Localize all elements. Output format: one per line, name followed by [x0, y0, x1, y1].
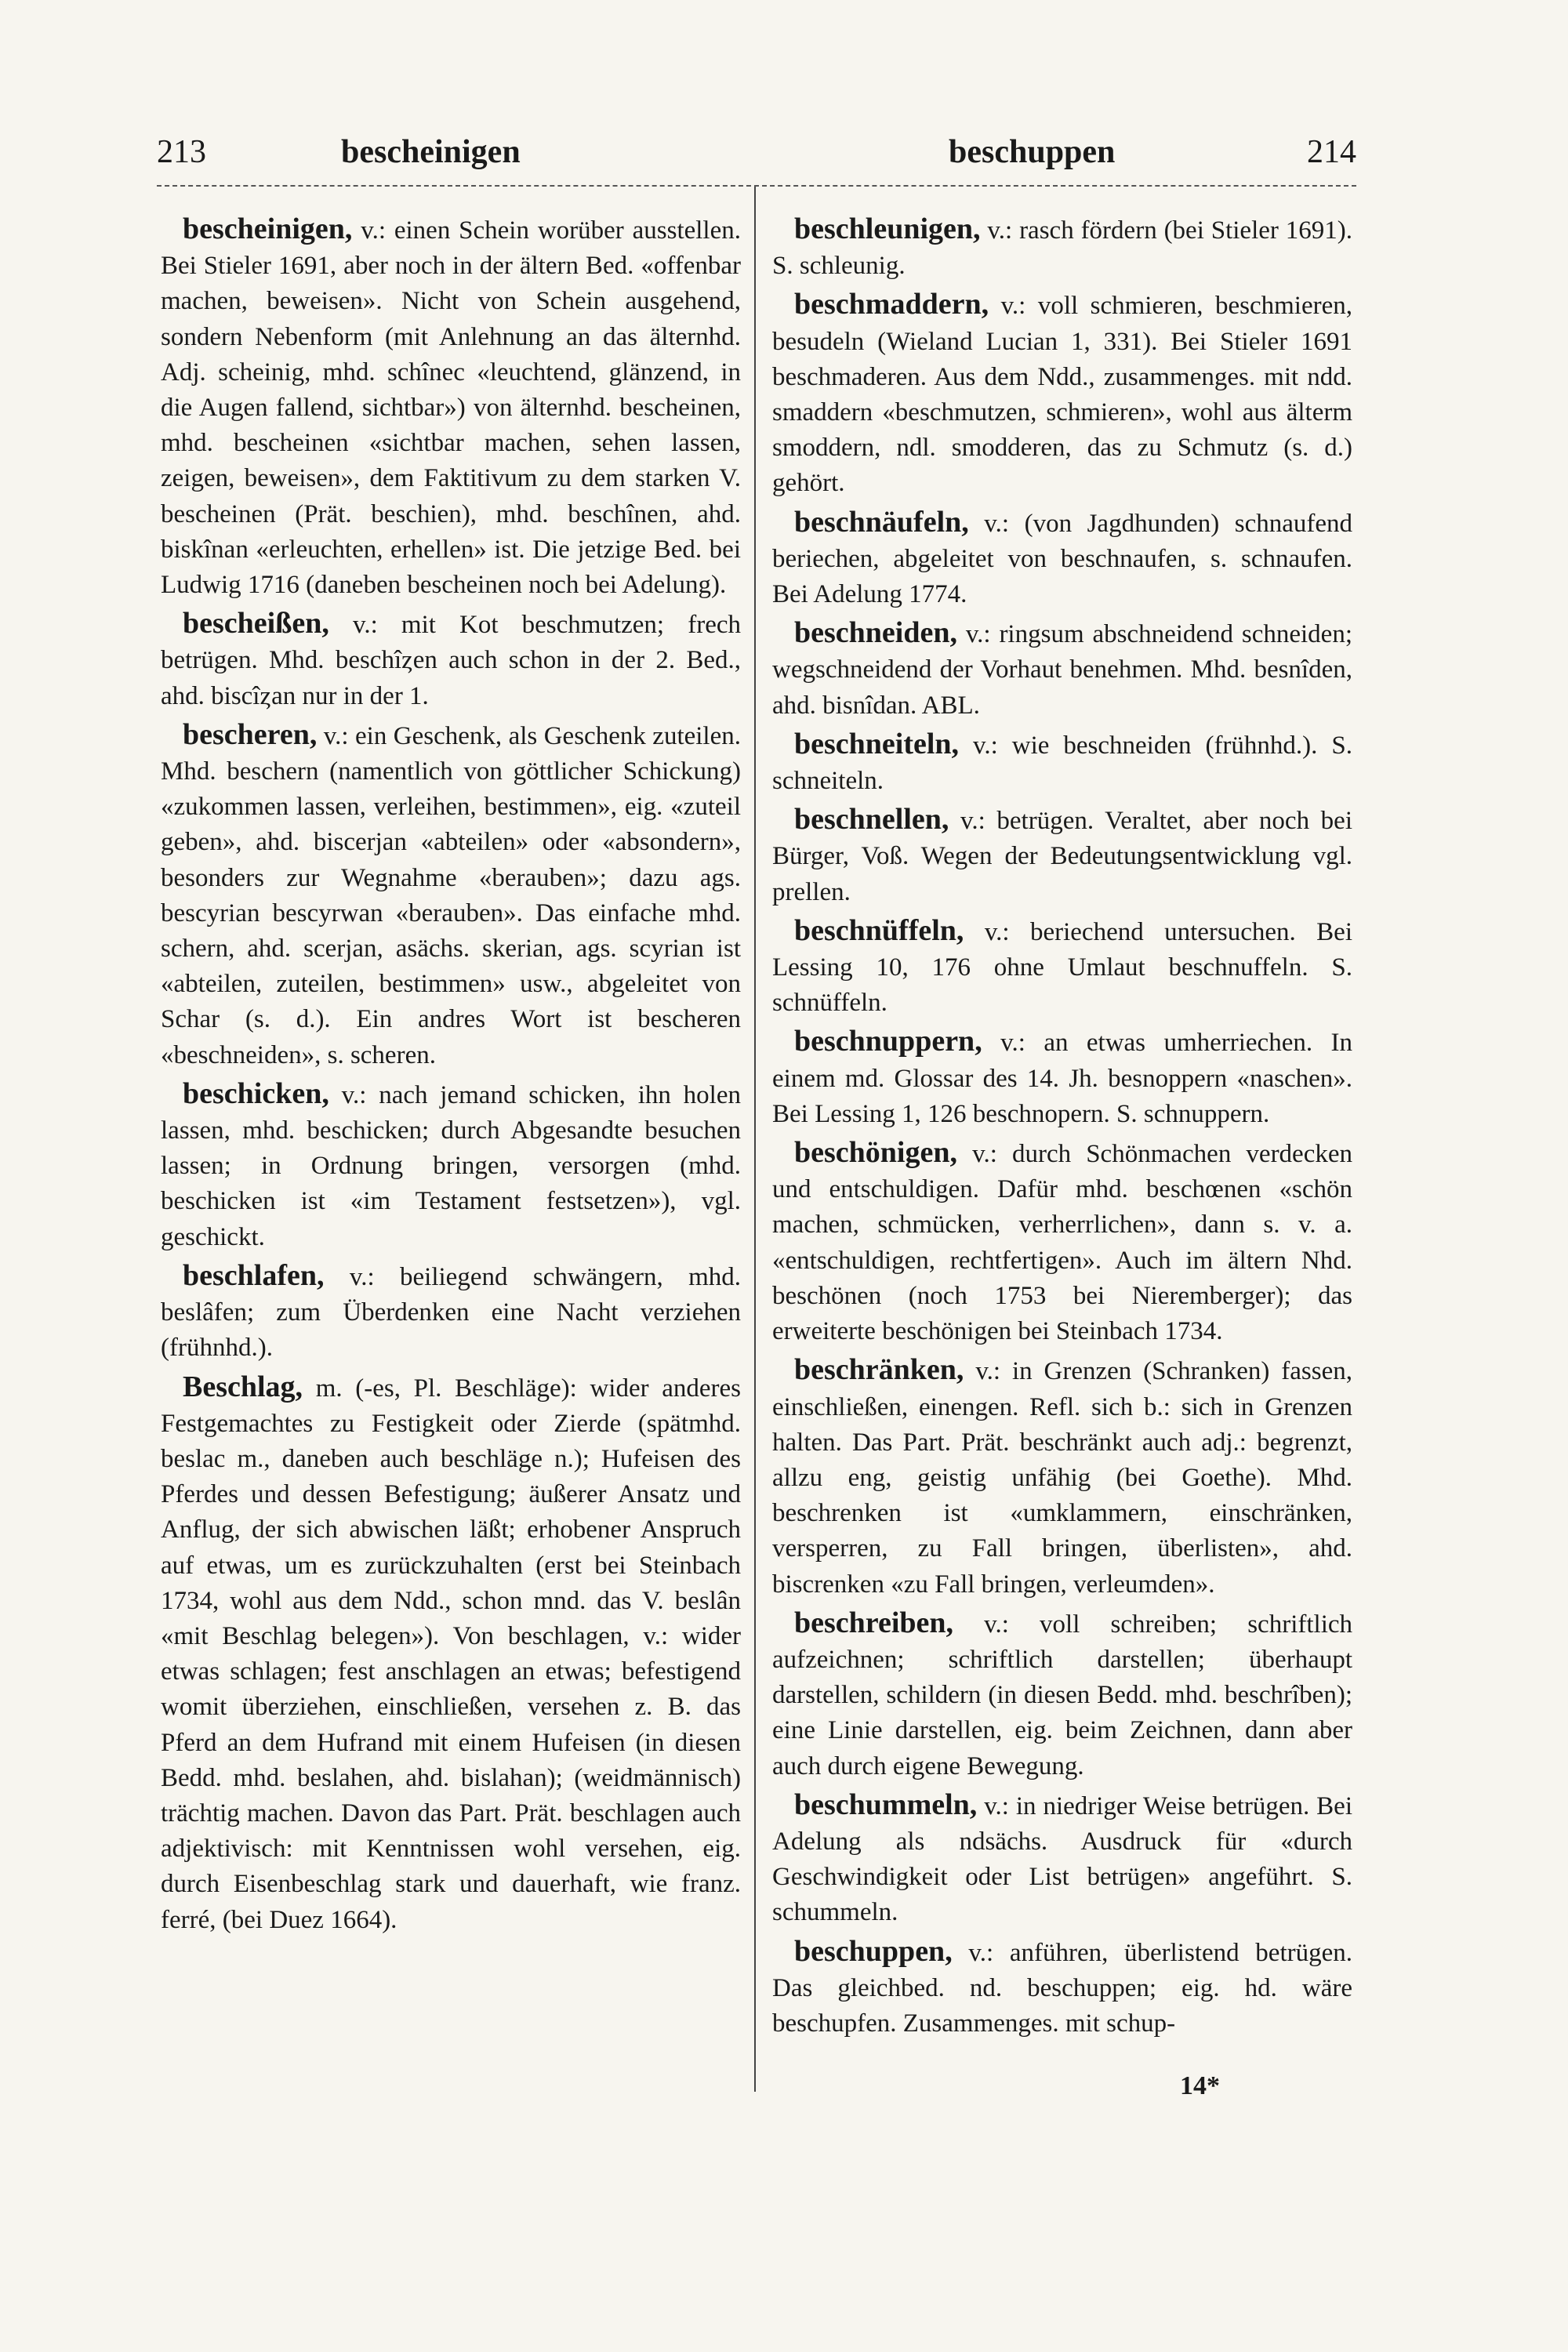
entry-text: v.: nach jemand schicken, ihn holen lassen, mhd. beschicken; durch Abgesandte besuchen lassen; in Ordnung bringen, versorgen (mhd. beschicken ist «im Testament festsetzen»), vgl. geschickt.: [161, 1080, 742, 1251]
entry-text: v.: mit Kot beschmutzen; frech betrügen. Mhd. beschîȥen auch schon in der 2. Bed., ahd. biscîȥan nur in der 1.: [161, 611, 742, 710]
entry-text: v.: einen Schein worüber ausstellen. Bei Stieler 1691, aber noch in der ältern Bed. «offenbar machen, beweisen». Nicht von Schein ausgehend, sondern Nebenform (mit Anlehnung an das älternhd. Adj. scheinig, mhd. schînec «leuchtend, glänzend, in die Augen fallend, sichtbar») von älternhd. bescheinen, mhd. bescheinen «sichtbar machen, sehen lassen, zeigen, beweisen», dem Faktitivum zu dem starken V. bescheinen (Prät. beschien), mhd. beschînen, ahd. biskînan «erleuchten, erhellen» ist. Die jetzige Bed. bei Ludwig 1716 (daneben bescheinen noch bei Adelung).: [161, 216, 741, 600]
entry-text: v.: voll schmieren, beschmieren, besudeln (Wieland Lucian 1, 331). Bei Stieler 1691 beschmaderen. Aus dem Ndd., zusammenges. mit ndd. smaddern «beschmutzen, schmieren», wohl aus älterm smoddern, ndl. smodderen, das zu Schmutz (s. d.) gehört.: [772, 292, 1352, 498]
entry-lemma: beschnüffeln,: [794, 913, 964, 947]
entry-text: v.: an etwas umherriechen. In einem md. Glossar des 14. Jh. besnoppern «naschen». Bei Lessing 1, 126 beschnopern. S. schnuppern.: [772, 1029, 1353, 1128]
column-divider: [754, 187, 756, 2092]
entry-lemma: Beschlag,: [183, 1370, 303, 1403]
entry-text: v.: in niedriger Weise betrügen. Bei Adelung als ndsächs. Ausdruck für «durch Geschwindigkeit oder List betrügen» angeführt. S. schummeln.: [772, 1791, 1353, 1927]
left-column: [161, 212, 741, 1941]
entry-lemma: beschreiben,: [794, 1606, 954, 1639]
dictionary-entry: [772, 287, 1352, 501]
dictionary-entry: [161, 212, 741, 603]
right-column: [772, 212, 1352, 2045]
entry-lemma: beschleunigen,: [794, 212, 981, 245]
entry-lemma: bescheißen,: [183, 607, 329, 641]
dictionary-entry: [772, 615, 1352, 724]
dictionary-entry: [161, 1076, 741, 1255]
dictionary-entry: [772, 212, 1352, 284]
entry-lemma: beschränken,: [794, 1353, 964, 1387]
header-rule: [157, 185, 1356, 187]
signature-mark: 14*: [1180, 2071, 1220, 2100]
running-header: [157, 133, 1356, 180]
entry-text: v.: (von Jagdhunden) schnaufend beriechen, abgeleitet von beschnaufen, s. schnaufen. Bei Adelung 1774.: [772, 509, 1352, 609]
entry-lemma: beschönigen,: [794, 1136, 957, 1170]
dictionary-entry: [161, 717, 741, 1073]
entry-text: v.: ringsum abschneidend schneiden; wegschneidend der Vorhaut benehmen. Mhd. besnîden, ahd. bisnîdan. ABL.: [772, 620, 1352, 720]
dictionary-entry: [772, 1934, 1352, 2042]
dictionary-entry: [772, 913, 1352, 1022]
dictionary-entry: [772, 1788, 1352, 1931]
entry-lemma: beschicken,: [183, 1076, 329, 1110]
dictionary-entry: [772, 1606, 1352, 1784]
dictionary-entry: [772, 1135, 1352, 1349]
entry-lemma: bescheren,: [183, 717, 318, 751]
entry-lemma: bescheinigen,: [183, 212, 353, 245]
dictionary-entry: [772, 1352, 1352, 1602]
entry-lemma: beschneiden,: [794, 616, 957, 650]
dictionary-entry: [161, 1370, 741, 1938]
dictionary-entry: [161, 606, 741, 714]
entry-text: v.: wie beschneiden (frühnhd.). S. schneiteln.: [772, 731, 1352, 796]
entry-text: v.: voll schreiben; schriftlich aufzeichnen; schriftlich darstellen; überhaupt darstellen, schildern (in diesen Bedd. mhd. beschrîben); eine Linie darstellen, eig. beim Zeichnen, dann aber auch durch eigene Bewegung.: [772, 1610, 1353, 1780]
entry-lemma: beschlafen,: [183, 1258, 325, 1292]
entry-text: v.: beriechend untersuchen. Bei Lessing 10, 176 ohne Umlaut beschnuffeln. S. schnüffeln.: [772, 917, 1352, 1018]
entry-lemma: beschummeln,: [794, 1788, 978, 1821]
entry-lemma: beschnäufeln,: [794, 505, 969, 539]
entry-text: v.: betrügen. Veraltet, aber noch bei Bürger, Voß. Wegen der Bedeutungsentwicklung vgl. prellen.: [772, 807, 1352, 906]
entry-text: v.: anführen, überlistend betrügen. Das gleichbed. nd. beschuppen; eig. hd. wäre beschupfen. Zusammenges. mit schup-: [772, 1938, 1352, 2038]
entry-lemma: beschnuppern,: [794, 1025, 982, 1058]
dictionary-entry: [772, 802, 1352, 910]
entry-lemma: beschmaddern,: [794, 288, 989, 321]
entry-text: v.: beiliegend schwängern, mhd. beslâfen; zum Überdenken eine Nacht verziehen (frühnhd.).: [161, 1262, 741, 1363]
entry-text: v.: durch Schönmachen verdecken und entschuldigen. Dafür mhd. beschœnen «schön machen, schmücken, verherrlichen», dann s. v. a. «entschuldigen, rechtfertigen». Auch im ältern Nhd. beschönen (noch 1753 bei Nieremberger); das erweiterte beschönigen bei Steinbach 1734.: [772, 1140, 1352, 1346]
right-running-keyword: beschuppen: [949, 134, 1116, 170]
dictionary-entry: [772, 727, 1352, 799]
entry-lemma: beschnellen,: [794, 803, 949, 837]
dictionary-entry: [161, 1258, 741, 1367]
entry-text: v.: in Grenzen (Schranken) fassen, einschließen, einengen. Refl. sich b.: sich in Grenzen halten. Das Part. Prät. beschränkt auch adj.: begrenzt, allzu eng, geistig unfähig (bei Goethe). Mhd. beschrenken ist «umklammern, einschränken, versperren, zu Fall bringen, überlisten», ahd. biscrenken «zu Fall bringen, verleumden».: [772, 1357, 1353, 1599]
dictionary-entry: [772, 505, 1352, 613]
right-page-number: 214: [1307, 134, 1356, 170]
left-running-keyword: bescheinigen: [341, 134, 521, 170]
entry-text: v.: ein Geschenk, als Geschenk zuteilen. Mhd. beschern (namentlich von göttlicher Schickung) «zukommen lassen, verleihen, bestimmen», eig. «zuteil geben», ahd. biscerjan «abteilen» oder «absondern», besonders zur Wegnahme «berauben»; dazu ags. bescyrian bescyrwan «berauben». Das einfache mhd. schern, ahd. scerjan, asächs. skerian, ags. scyrian ist «abteilen, zuteilen, bestimmen» usw., abgeleitet von Schar (s. d.). Ein andres Wort ist bescheren «beschneiden», s. scheren.: [161, 721, 741, 1069]
entry-lemma: beschuppen,: [794, 1934, 953, 1968]
entry-text: m. (-es, Pl. Beschläge): wider anderes Festgemachtes zu Festigkeit oder Zierde (spätmhd. beslac m., daneben auch beschläge n.); Hufeisen des Pferdes und dessen Befestigung; äußerer Ansatz und Anflug, der sich abwischen läßt; erhobener Anspruch auf etwas, um es zurückzuhalten (erst bei Steinbach 1734, wohl aus dem Ndd., schon mnd. das V. beslân «mit Beschlag belegen»). Von beschlagen, v.: wider etwas schlagen; fest anschlagen an etwas; befestigend womit überziehen, einschließen, versehen z. B. das Pferd an dem Hufrand mit einem Hufeisen (in diesen Bedd. mhd. beslahen, ahd. bislahan); (weidmännisch) trächtig machen. Davon das Part. Prät. beschlagen auch adjektivisch: mit Kenntnissen wohl versehen, eig. durch Eisenbeschlag stark und dauerhaft, wie franz. ferré, (bei Duez 1664).: [161, 1374, 741, 1934]
entry-lemma: beschneiteln,: [794, 727, 960, 760]
dictionary-entry: [772, 1024, 1352, 1132]
left-page-number: 213: [157, 134, 206, 170]
entry-text: v.: rasch fördern (bei Stieler 1691). S. schleunig.: [772, 216, 1352, 281]
